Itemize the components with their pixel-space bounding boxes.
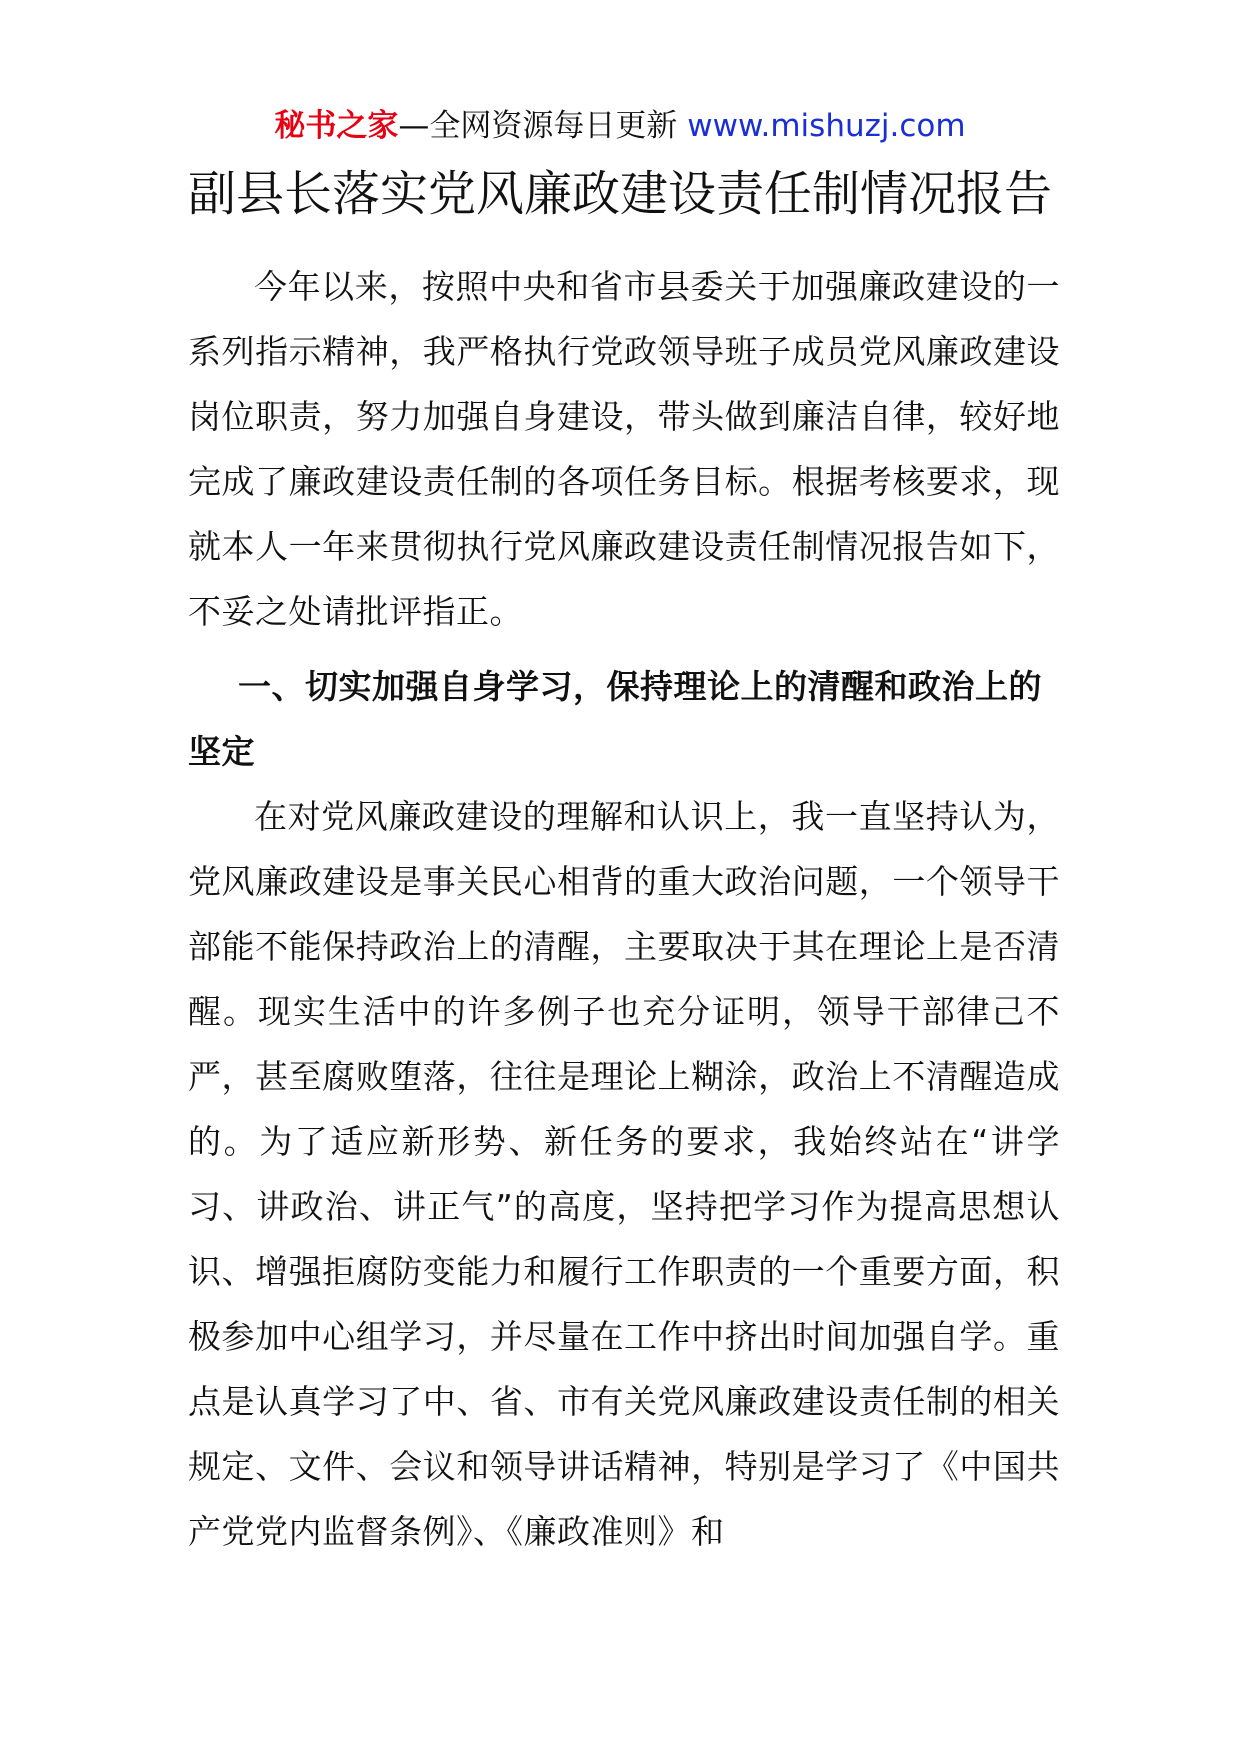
site-tagline: —全网资源每日更新 (398, 108, 678, 144)
section-1-paragraph: 在对党风廉政建设的理解和认识上，我一直坚持认为，党风廉政建设是事关民心相背的重大政治问题，一个领导干部能不能保持政治上的清醒，主要取决于其在理论上是否清醒。现实生活中的许多例子也充分证明，领导干部律己不严，甚至腐败堕落，往往是理论上糊涂，政治上不清醒造成的。为了适应新形势、新任务的要求，我始终站在“讲学习、讲政治、讲正气”的高度，坚持把学习作为提高思想认识、增强拒腐防变能力和履行工作职责的一个重要方面，积极参加中心组学习，并尽量在工作中挤出时间加强自学。重点是认真学习了中、省、市有关党风廉政建设责任制的相关规定、文件、会议和领导讲话精神，特别是学习了《中国共产党党内监督条例》、《廉政准则》和 (188, 797, 1060, 1551)
site-header (0, 104, 1240, 148)
section-heading-1: 一、切实加强自身学习，保持理论上的清醒和政治上的坚定 (188, 667, 1042, 771)
document-title: 副县长落实党风廉政建设责任制情况报告 (187, 166, 1052, 222)
site-brand: 秘书之家 (274, 108, 399, 144)
site-url-link[interactable]: www.mishuzj.com (687, 108, 966, 144)
intro-paragraph: 今年以来，按照中央和省市县委关于加强廉政建设的一系列指示精神，我严格执行党政领导班子成员党风廉政建设岗位职责，努力加强自身建设，带头做到廉洁自律，较好地完成了廉政建设责任制的各项任务目标。根据考核要求，现就本人一年来贯彻执行党风廉政建设责任制情况报告如下，不妥之处请批评指正。 (188, 267, 1060, 631)
document-body (188, 254, 1060, 1564)
